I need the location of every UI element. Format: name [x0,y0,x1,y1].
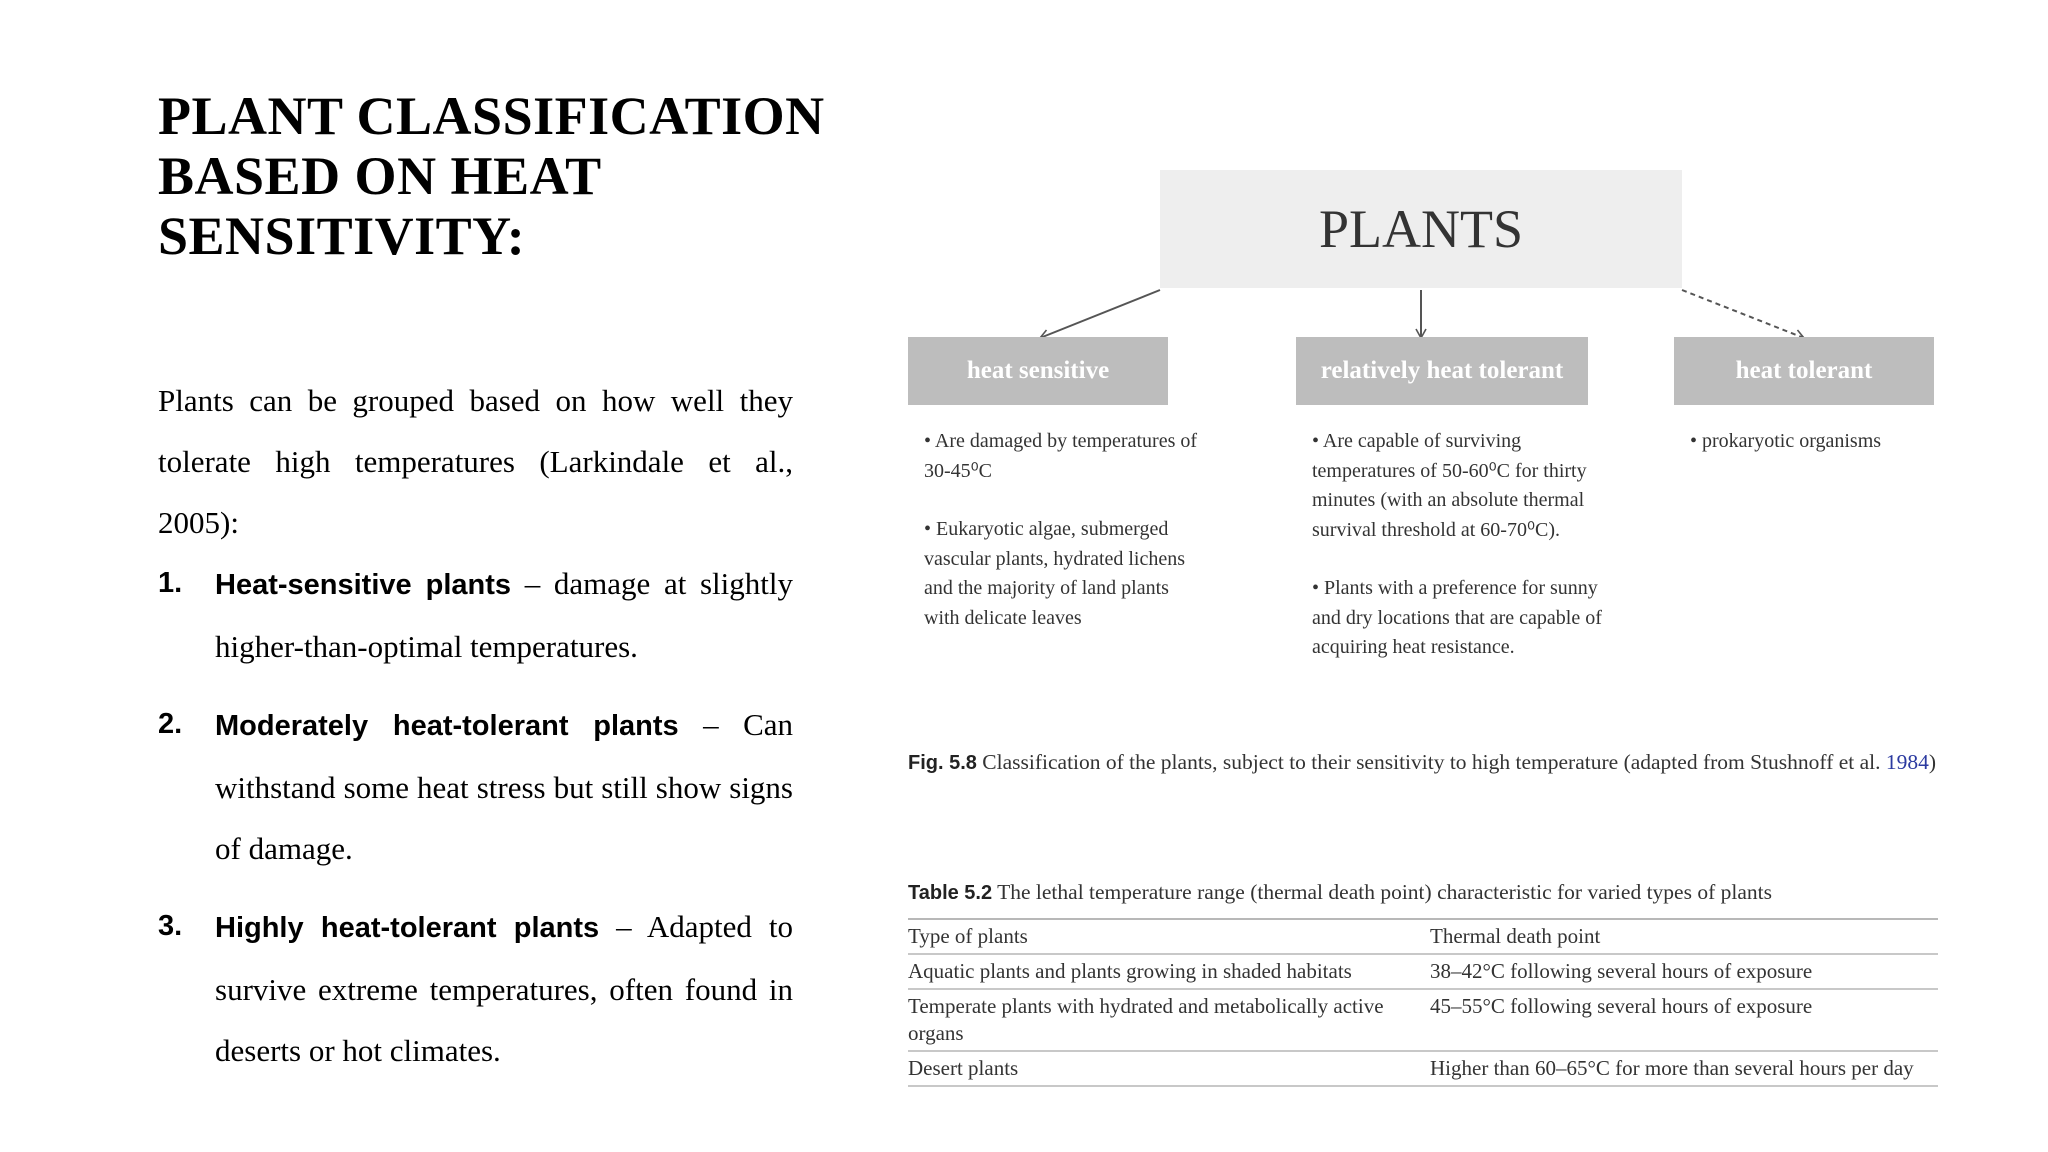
thermal-death-table [908,918,1938,1087]
plant-class-name: Highly heat-tolerant plants [215,912,600,944]
plants-root-box: PLANTS [1160,170,1682,288]
table-label: Table 5.2 [908,882,993,904]
heat-tolerant-description [1690,427,1930,486]
list-item [158,694,793,879]
figure-label: Fig. 5.8 [908,752,977,774]
arrow-left [1040,290,1160,338]
list-item [158,896,793,1081]
slide-title [158,86,878,266]
list-item [158,553,793,677]
table-row [908,989,1938,1051]
table-row [908,954,1938,989]
plant-class-desc: – Can withstand some heat stress but still show signs of damage. [215,707,793,866]
title-line-3: SENSITIVITY: [158,206,526,266]
arrow-right-dashed [1682,290,1804,338]
figure-caption-end: ) [1928,750,1937,774]
figure-caption [908,747,1940,778]
list-number: 3. [158,910,183,942]
classification-list [158,553,793,1081]
bullet-text: • Eukaryotic algae, submerged vascular plants, hydrated lichens and the majority of land plants with delicate leaves [924,518,1186,629]
table-cell: 45–55°C following several hours of exposure [1430,994,1813,1018]
category-relatively-heat-tolerant: relatively heat tolerant [1296,337,1588,405]
bullet-text: • Plants with a preference for sunny and dry locations that are capable of acquiring heat resistance. [1312,577,1602,658]
title-line-1: PLANT CLASSIFICATION [158,86,825,146]
figure-caption-text: Classification of the plants, subject to their sensitivity to high temperature (adapted from Stushnoff et al. [976,750,1886,774]
column-header: Thermal death point [1430,924,1601,948]
table-cell: Higher than 60–65°C for more than several hours per day [1430,1056,1914,1080]
table-caption-text: The lethal temperature range (thermal death point) characteristic for varied types of plants [992,880,1772,904]
bullet-text: • Are capable of surviving temperatures of 50-60⁰C for thirty minutes (with an absolute thermal survival threshold at 60-70⁰C). [1312,430,1587,541]
category-heat-sensitive: heat sensitive [908,337,1168,405]
citation-link[interactable]: 1984 [1885,750,1929,774]
title-line-2: BASED ON HEAT [158,146,602,206]
relatively-heat-tolerant-description [1312,427,1602,692]
bullet-text: • Are damaged by temperatures of 30-45⁰C [924,430,1198,482]
plant-class-desc: – damage at slightly higher-than-optimal temperatures. [215,566,793,664]
table-cell: Temperate plants with hydrated and metabolically active organs [908,994,1384,1045]
table-header-row [908,919,1938,954]
table-cell: Aquatic plants and plants growing in shaded habitats [908,959,1352,983]
plant-class-name: Moderately heat-tolerant plants [215,710,679,742]
table-cell: Desert plants [908,1056,1019,1080]
table-row [908,1051,1938,1086]
classification-figure [900,160,1940,1120]
plant-class-name: Heat-sensitive plants [215,569,512,601]
heat-sensitive-description [924,427,1204,662]
column-header: Type of plants [908,924,1028,948]
list-number: 1. [158,567,183,599]
bullet-text: • prokaryotic organisms [1690,430,1882,452]
intro-paragraph: Plants can be grouped based on how well they tolerate high temperatures (Larkindale et al., 2005): [158,383,793,540]
category-heat-tolerant: heat tolerant [1674,337,1934,405]
plant-class-desc: – Adapted to survive extreme temperatures, often found in deserts or hot climates. [215,909,793,1068]
table-caption [908,880,1948,905]
body-text [158,370,793,1081]
list-number: 2. [158,708,183,740]
table-cell: 38–42°C following several hours of exposure [1430,959,1813,983]
